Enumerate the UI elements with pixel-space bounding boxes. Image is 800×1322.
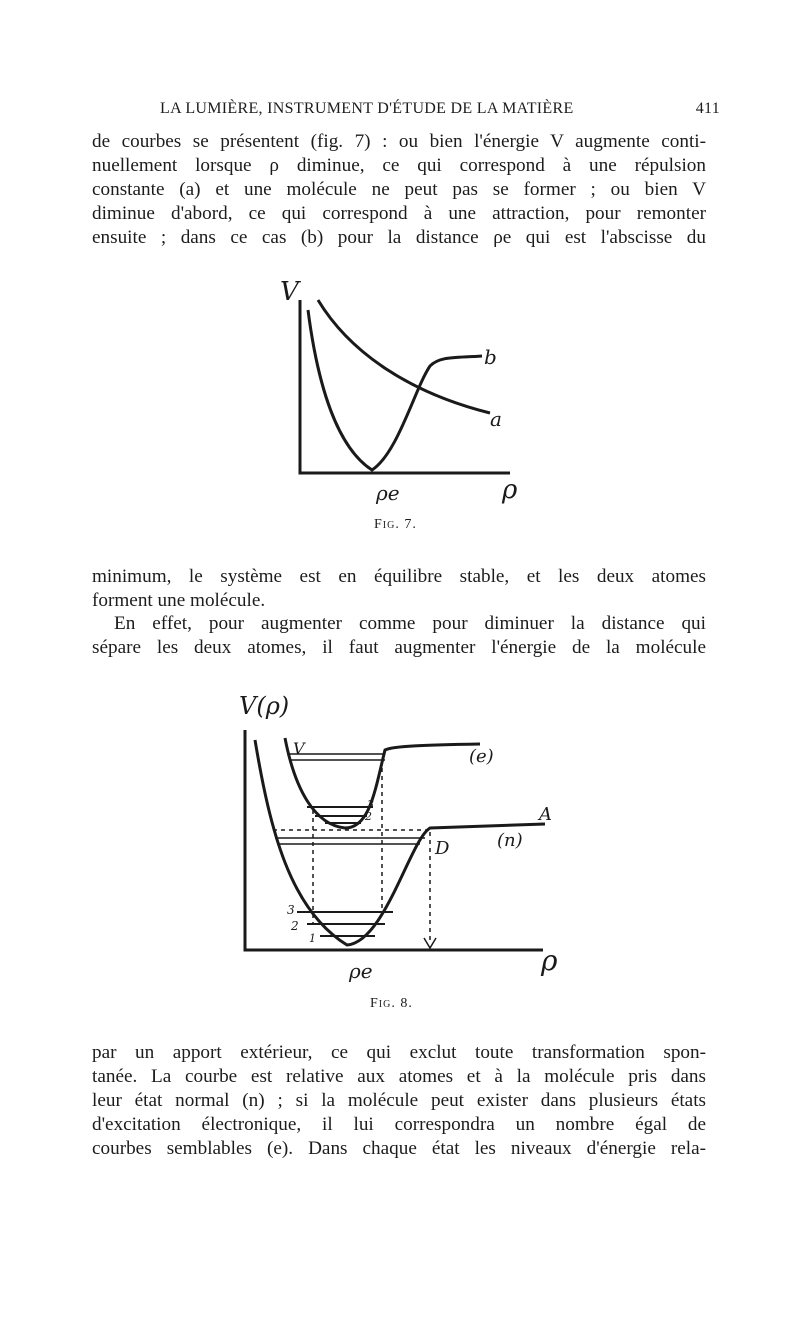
text-line: nuellement lorsque ρ diminue, ce qui correspond à une répulsion bbox=[92, 155, 706, 176]
fig7-x-label: ρ bbox=[502, 475, 518, 505]
text-line: minimum, le système est en équilibre stable, et les deux atomes bbox=[92, 566, 706, 587]
paragraph-1 bbox=[92, 130, 706, 250]
fig8-transitions bbox=[273, 760, 430, 924]
fig8-y-label: V(ρ) bbox=[239, 692, 290, 720]
text-line: ensuite ; dans ce cas (b) pour la distance ρe qui est l'abscisse du bbox=[92, 227, 706, 248]
text-line: diminue d'abord, ce qui correspond à une attraction, pour remonter bbox=[92, 203, 706, 224]
figure-7 bbox=[270, 278, 530, 508]
fig8-upper-levels bbox=[307, 807, 373, 823]
fig8-label-n: (n) bbox=[497, 830, 523, 851]
fig8-upper-level-label: V bbox=[293, 739, 305, 758]
fig8-lower-top-levels bbox=[275, 838, 425, 844]
text-line: leur état normal (n) ; si la molécule peut exister dans plusieurs états bbox=[92, 1090, 706, 1111]
fig7-min-label: ρe bbox=[376, 481, 400, 505]
fig8-upper-level-3: 3 bbox=[367, 798, 374, 811]
fig7-y-label: V bbox=[280, 278, 299, 307]
fig8-asymptote-label: A bbox=[539, 804, 552, 825]
running-title: LA LUMIÈRE, INSTRUMENT D'ÉTUDE DE LA MATIÈRE bbox=[160, 100, 574, 117]
text-line: d'excitation électronique, il lui correspondra un nombre égal de bbox=[92, 1114, 706, 1135]
fig8-lower-level-1: 1 bbox=[309, 932, 316, 945]
fig7-label-a: a bbox=[490, 407, 502, 431]
text-line: En effet, pour augmenter comme pour diminuer la distance qui bbox=[114, 613, 706, 634]
fig8-curve-e bbox=[285, 738, 480, 828]
text-line: de courbes se présentent (fig. 7) : ou bien l'énergie V augmente conti- bbox=[92, 131, 706, 152]
paragraph-4 bbox=[92, 1041, 706, 1161]
figure-8 bbox=[225, 680, 585, 1000]
fig7-curve-b bbox=[308, 310, 482, 470]
fig8-lower-level-3: 3 bbox=[287, 903, 295, 917]
text-line: constante (a) et une molécule ne peut pas se former ; ou bien V bbox=[92, 179, 706, 200]
text-line: courbes semblables (e). Dans chaque état les niveaux d'énergie rela- bbox=[92, 1138, 706, 1159]
figure-8-drawing bbox=[225, 680, 585, 1000]
paragraph-2 bbox=[92, 565, 706, 613]
figure-7-caption: Fig. 7. bbox=[374, 517, 417, 532]
text-line: sépare les deux atomes, il faut augmenter l'énergie de la molécule bbox=[92, 637, 706, 658]
fig8-label-e: (e) bbox=[469, 746, 494, 767]
figure-7-drawing bbox=[270, 278, 530, 508]
fig8-upper-level-2: 2 bbox=[365, 810, 372, 823]
text-line: tanée. La courbe est relative aux atomes et à la molécule pris dans bbox=[92, 1066, 706, 1087]
paragraph-3 bbox=[92, 612, 706, 660]
text-line: forment une molécule. bbox=[92, 590, 266, 611]
fig7-axes bbox=[300, 300, 510, 473]
fig7-label-b: b bbox=[484, 345, 497, 369]
fig8-dissociation-label: D bbox=[435, 838, 450, 859]
fig8-min-label: ρe bbox=[349, 959, 373, 983]
fig8-x-label: ρ bbox=[541, 944, 558, 977]
fig8-lower-level-2: 2 bbox=[291, 919, 299, 933]
text-line: par un apport extérieur, ce qui exclut toute transformation spon- bbox=[92, 1042, 706, 1063]
figure-8-caption: Fig. 8. bbox=[370, 996, 413, 1011]
page-number: 411 bbox=[695, 100, 720, 117]
